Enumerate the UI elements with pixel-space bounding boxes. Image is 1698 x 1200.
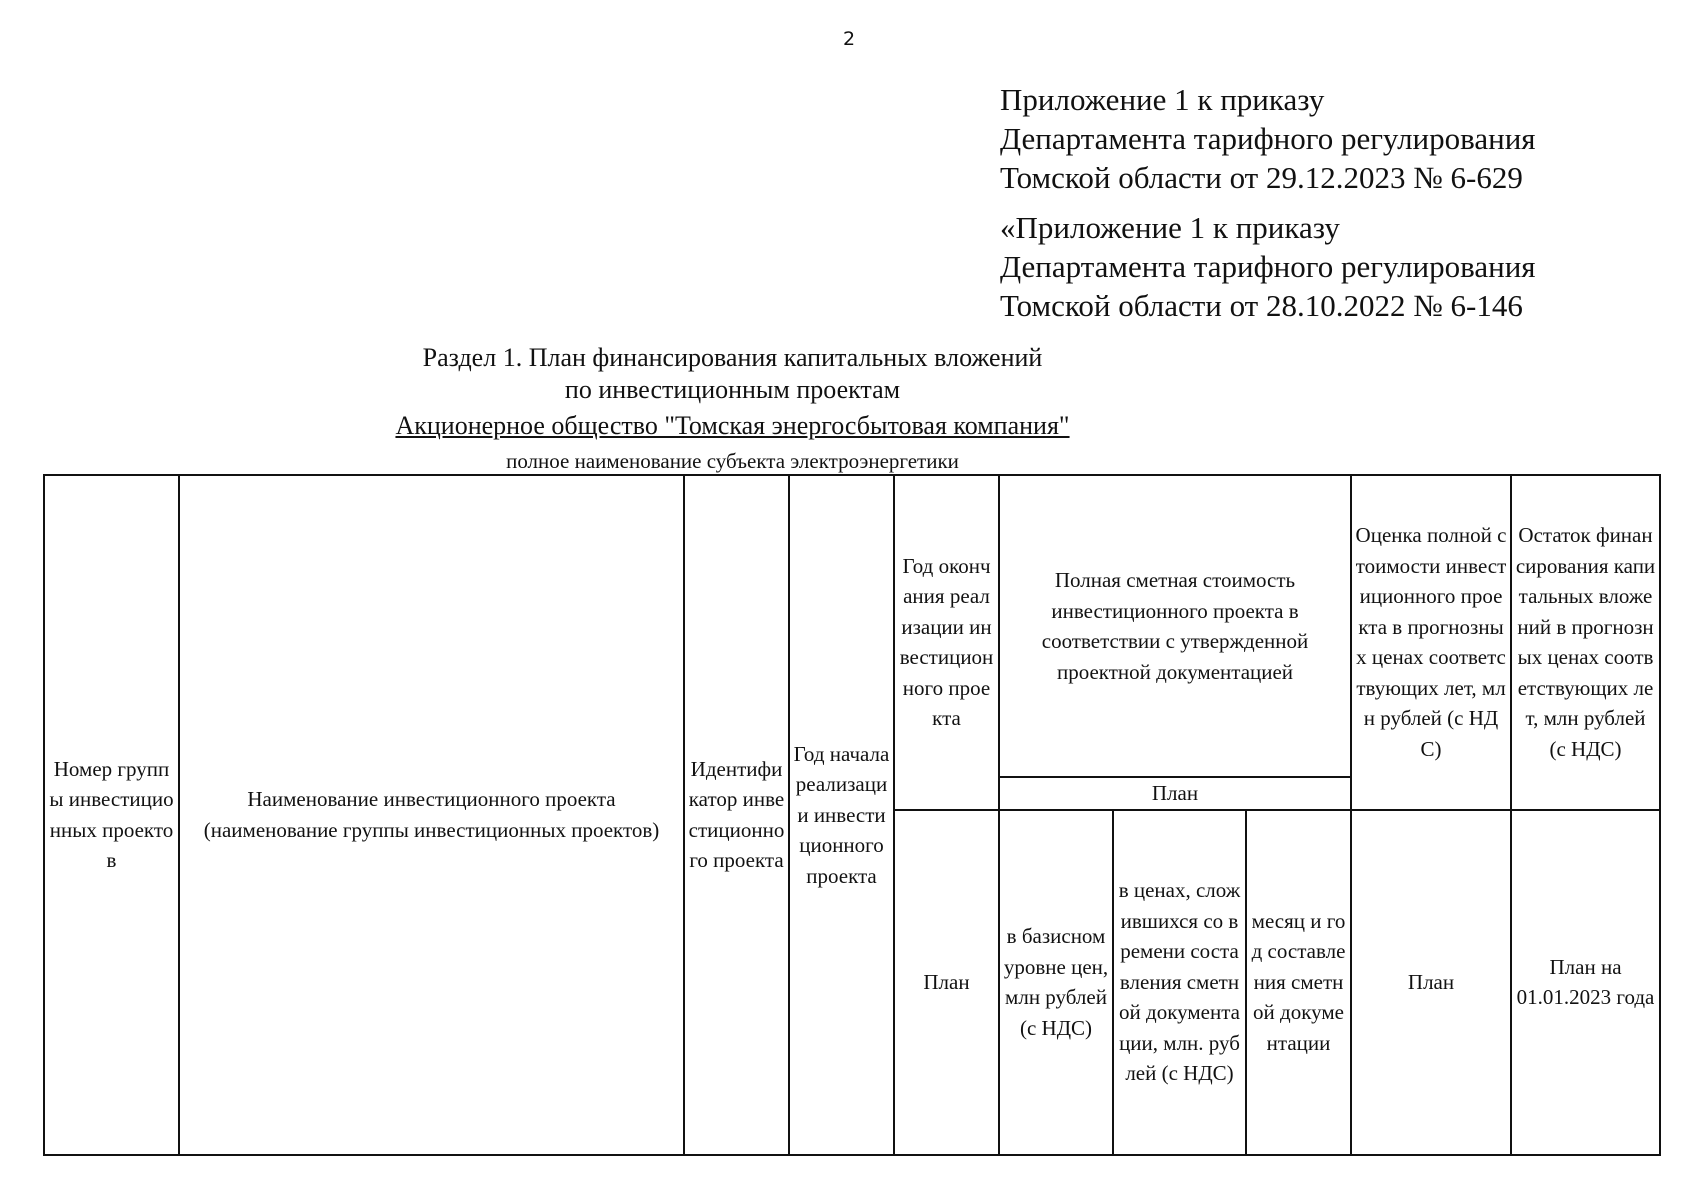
- section-title-line-1: Раздел 1. План финансирования капитальных вложений: [422, 343, 1043, 372]
- appendix-current-line-1: Приложение 1 к приказу: [1000, 82, 1325, 117]
- appendix-original-line-1: «Приложение 1 к приказу: [1000, 210, 1340, 245]
- subheader-current-prices: в ценах, сложившихся со времени составления сметной документации, млн. рублей (с НДС): [1113, 810, 1246, 1155]
- subheader-estimate-date: месяц и год составления сметной документации: [1246, 810, 1351, 1155]
- section-title: [0, 342, 1465, 406]
- header-start-year: Год начала реализации инвестиционного проекта: [789, 475, 894, 1155]
- appendix-current-line-3: Томской области от 29.12.2023 № 6-629: [1000, 160, 1523, 195]
- header-remaining: Остаток финансирования капитальных вложений в прогнозных ценах соответствующих лет, млн рублей (с НДС): [1511, 475, 1660, 810]
- appendix-original-reference: [1000, 208, 1660, 325]
- subheader-base-prices: в базисном уровне цен, млн рублей (с НДС): [999, 810, 1113, 1155]
- financing-plan-table: [43, 474, 1661, 1156]
- header-full-cost-plan: План: [999, 777, 1351, 810]
- appendix-original-line-3: Томской области от 28.10.2022 № 6-146: [1000, 288, 1523, 323]
- header-end-year: Год окончания реализации инвестиционного проекта: [894, 475, 999, 810]
- table-header-row: [44, 475, 1660, 777]
- page-number: 2: [842, 28, 856, 50]
- section-title-line-2: по инвестиционным проектам: [564, 375, 901, 404]
- company-caption: полное наименование субъекта электроэнергетики: [506, 449, 959, 473]
- header-project-name: Наименование инвестиционного проекта (наименование группы инвестиционных проектов): [179, 475, 684, 1155]
- header-full-cost: Полная сметная стоимость инвестиционного проекта в соответствии с утвержденной проектной документацией: [999, 475, 1351, 777]
- header-group-number: Номер группы инвестиционных проектов: [44, 475, 179, 1155]
- header-full-estimate: Оценка полной стоимости инвестиционного проекта в прогнозных ценах соответствующих лет, млн рублей (с НДС): [1351, 475, 1511, 810]
- company-name: Акционерное общество "Томская энергосбытовая компания": [395, 411, 1070, 440]
- company-name-block: [0, 410, 1465, 442]
- subheader-remaining-plan: План на 01.01.2023 года: [1511, 810, 1660, 1155]
- appendix-original-line-2: Департамента тарифного регулирования: [1000, 249, 1536, 284]
- header-project-id: Идентификатор инвестиционного проекта: [684, 475, 789, 1155]
- appendix-current-reference: [1000, 80, 1660, 197]
- subheader-full-estimate-plan: План: [1351, 810, 1511, 1155]
- subheader-end-year-plan: План: [894, 810, 999, 1155]
- appendix-current-line-2: Департамента тарифного регулирования: [1000, 121, 1536, 156]
